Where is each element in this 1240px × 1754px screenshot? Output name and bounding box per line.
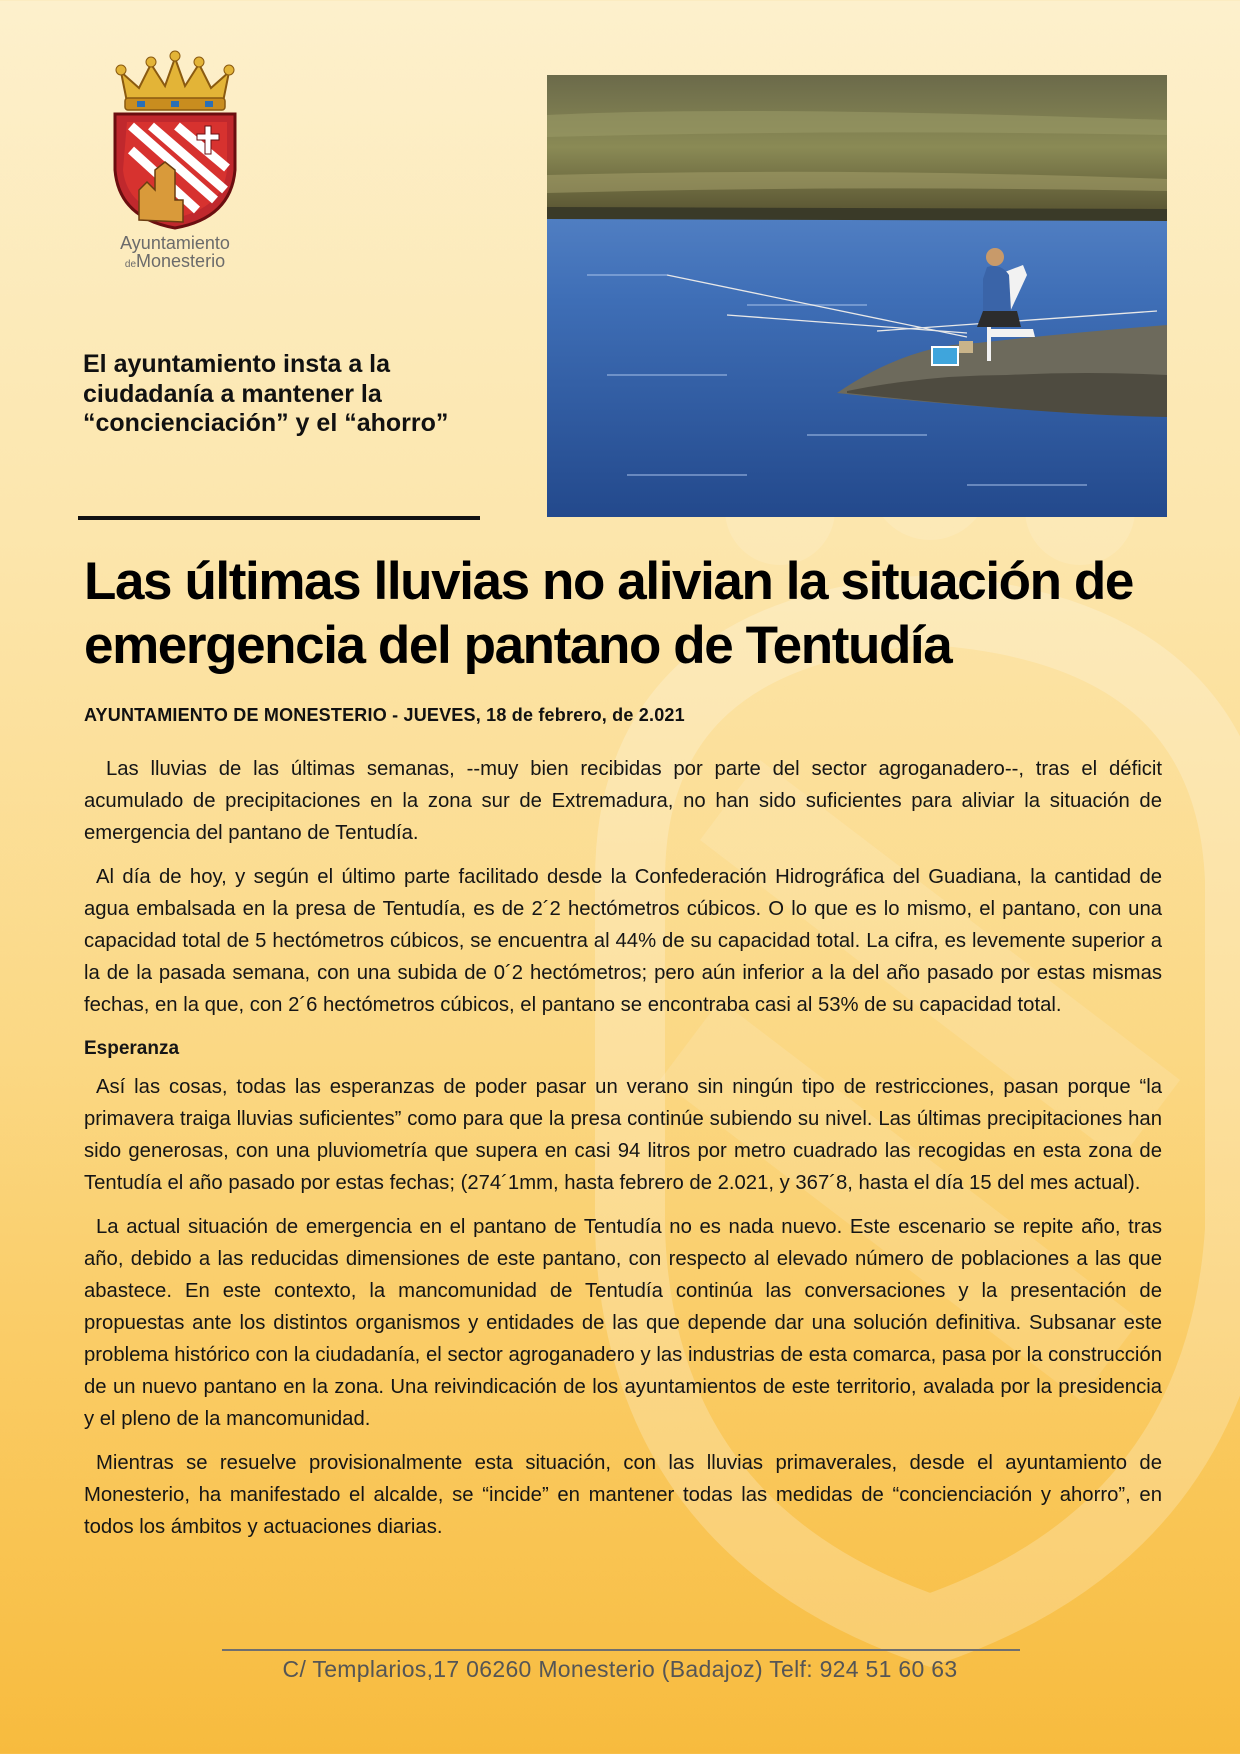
footer-address: C/ Templarios,17 06260 Monesterio (Badajoz) Telf: 924 51 60 63 xyxy=(282,1656,958,1682)
coat-of-arms-icon xyxy=(107,50,243,230)
logo-line-2-prefix: de xyxy=(124,259,137,270)
article-paragraph: Las lluvias de las últimas semanas, --muy bien recibidas por parte del sector agroganadero--, tras el déficit acumulado de precipitaciones en la zona sur de Extremadura, no han sido suficientes para aliviar la situación de emergencia del pantano de Tentudía. xyxy=(84,758,1162,844)
shield-icon xyxy=(115,114,235,228)
byline: AYUNTAMIENTO DE MONESTERIO - JUEVES, 18 de febrero, de 2.021 xyxy=(84,705,685,725)
subtitle-divider xyxy=(78,516,480,520)
headline: Las últimas lluvias no alivian la situación de emergencia del pantano de Tentudía xyxy=(84,552,1133,675)
logo-line-2-name: Monesterio xyxy=(136,251,226,271)
logo-line-1: Ayuntamiento xyxy=(120,233,230,253)
reservoir-photo xyxy=(547,75,1167,517)
article-paragraph: La actual situación de emergencia en el pantano de Tentudía no es nada nuevo. Este escenario se repite año, tras año, debido a las reducidas dimensiones de este pantano, con respecto al elevado número de poblaciones a las que abastece. En este contexto, la mancomunidad de Tentudía continúa las conversaciones y la presentación de propuestas ante los distintos organismos y entidades de las que depende dar una solución definitiva. Subsanar este problema histórico con la ciudadanía, el sector agroganadero y las industrias de esta comarca, pasa por la construcción de un nuevo pantano en la zona. Una reivindicación de los ayuntamientos de este territorio, avalada por la presidencia y el pleno de la mancomunidad. xyxy=(84,1216,1162,1430)
reservoir-fisherman-photo xyxy=(547,75,1167,517)
logo-line-2 xyxy=(100,252,250,270)
article-paragraph: Al día de hoy, y según el último parte facilitado desde la Confederación Hidrográfica del Guadiana, la cantidad de agua embalsada en la presa de Tentudía, es de 2´2 hectómetros cúbicos. O lo que es lo mismo, el pantano, con una capacidad total de 5 hectómetros cúbicos, se encuentra al 44% de su capacidad total. La cifra, es levemente superior a la de la pasada semana, con una subida de 0´2 hectómetros; pero aún inferior a la del año pasado por estas mismas fechas, en la que, con 2´6 hectómetros cúbicos, el pantano se encontraba casi al 53% de su capacidad total. xyxy=(84,866,1162,1016)
article-body xyxy=(84,753,1162,1555)
article-paragraph: Así las cosas, todas las esperanzas de poder pasar un verano sin ningún tipo de restricciones, pasan porque “la primavera traiga lluvias suficientes” como para que la presa continúe subiendo su nivel. Las últimas precipitaciones han sido generosas, con una pluviometría que supera en casi 94 litros por metro cuadrado las recogidas en esta zona de Tentudía el año pasado por estas fechas; (274´1mm, hasta febrero de 2.021, y 367´8, hasta el día 15 del mes actual). xyxy=(84,1076,1162,1194)
crown-icon xyxy=(116,51,234,110)
footer-divider xyxy=(222,1649,1020,1651)
article-paragraph: Mientras se resuelve provisionalmente esta situación, con las lluvias primaverales, desde el ayuntamiento de Monesterio, ha manifestado el alcalde, se “incide” en mantener todas las medidas de “concienciación y ahorro”, en todos los ámbitos y actuaciones diarias. xyxy=(84,1452,1162,1538)
subtitle: El ayuntamiento insta a la ciudadanía a mantener la “concienciación” y el “ahorro” xyxy=(83,350,449,437)
section-heading: Esperanza xyxy=(84,1038,180,1059)
ayuntamiento-logo xyxy=(100,50,250,270)
